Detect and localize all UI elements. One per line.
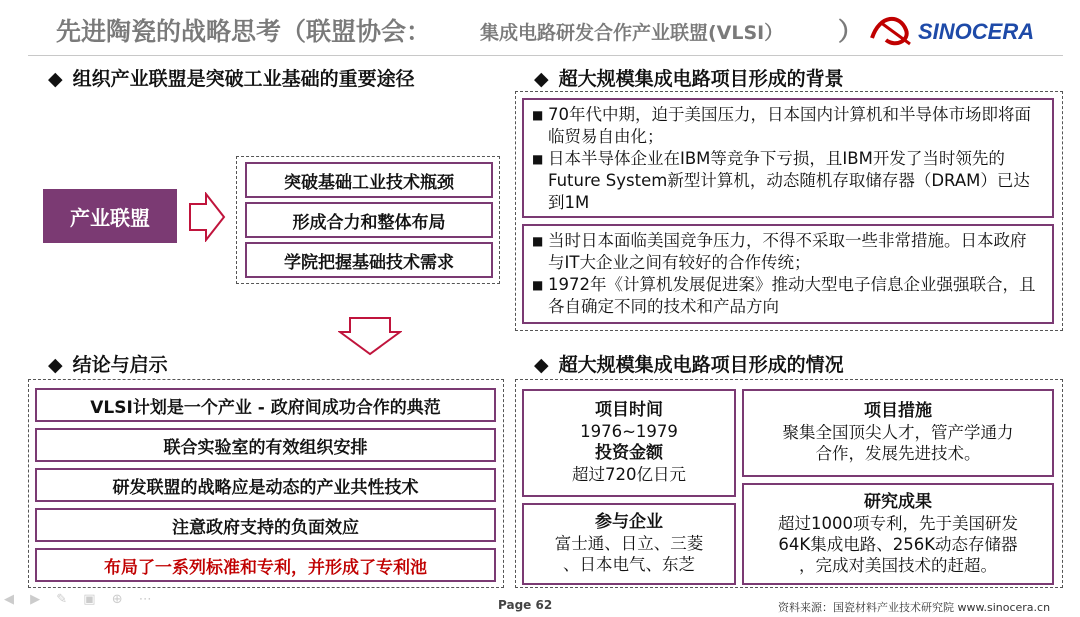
industry-alliance-label: 产业联盟 (43, 189, 177, 243)
logo-mark-icon (866, 8, 1066, 52)
page-number: Page 62 (498, 598, 553, 612)
conclusion-item: 研发联盟的战略应是动态的产业共性技术 (35, 468, 496, 502)
diamond-bullet-icon: ◆ (534, 354, 549, 376)
research-results-text: 超过1000项专利，先于美国研发 (778, 514, 1018, 533)
conclusion-item: 注意政府支持的负面效应 (35, 508, 496, 542)
down-arrow-icon (338, 316, 402, 356)
source-note: 资料来源：国瓷材料产业技术研究院 www.sinocera.cn (778, 601, 1051, 614)
square-bullet-icon: ■ (532, 278, 544, 292)
square-bullet-icon: ■ (532, 152, 544, 166)
square-bullet-icon: ■ (532, 108, 544, 122)
conclusion-item: 联合实验室的有效组织安排 (35, 428, 496, 462)
background-point: 当时日本面临美国竞争压力，不得不采取一些非常措施。日本政府与IT大企业之间有较好的合作传统； (548, 231, 1027, 272)
background-box-2 (522, 224, 1054, 324)
diamond-bullet-icon: ◆ (48, 68, 63, 90)
alliance-item: 学院把握基础技术需求 (245, 242, 493, 278)
page-title: 先进陶瓷的战略思考（联盟协会： (56, 17, 432, 46)
project-time-value: 1976~1979 (580, 422, 678, 441)
research-results-label: 研究成果 (864, 492, 932, 512)
participants-text: 富士通、日立、三菱 (554, 534, 704, 553)
research-results-text: 64K集成电路、256K动态存储器 (778, 535, 1018, 554)
background-point: 日本半导体企业在IBM等竞争下亏损，且IBM开发了当时领先的Future System新型计算机，动态随机存取储存器（DRAM）已达到1M (548, 149, 1030, 212)
conclusion-item: VLSI计划是一个产业 - 政府间成功合作的典范 (35, 388, 496, 422)
section-heading-alliance: ◆ 组织产业联盟是突破工业基础的重要途径 (48, 68, 415, 90)
background-box-1 (522, 98, 1054, 218)
project-time-label: 项目时间 (595, 400, 663, 420)
investment-label: 投资金额 (595, 443, 663, 463)
diamond-bullet-icon: ◆ (48, 354, 63, 376)
page-title-close: ） (838, 17, 864, 46)
research-results-text: ，完成对美国技术的赶超。 (799, 556, 997, 575)
square-bullet-icon: ■ (532, 234, 544, 248)
project-time-cell (522, 389, 736, 497)
alliance-item: 突破基础工业技术瓶颈 (245, 162, 493, 198)
sinocera-logo (866, 8, 1066, 52)
project-measures-label: 项目措施 (864, 401, 932, 421)
section-heading-situation: ◆ 超大规模集成电路项目形成的情况 (534, 354, 844, 376)
project-measures-text: 聚集全国顶尖人才，管产学通力 (782, 423, 1014, 442)
participants-cell (522, 503, 736, 585)
conclusion-item-highlight: 布局了一系列标准和专利，并形成了专利池 (35, 548, 496, 582)
header-divider (28, 55, 1063, 56)
background-point: 70年代中期，迫于美国压力，日本国内计算机和半导体市场即将面临贸易自由化； (548, 105, 1031, 146)
alliance-item: 形成合力和整体布局 (245, 202, 493, 238)
section-heading-background: ◆ 超大规模集成电路项目形成的背景 (534, 68, 844, 90)
page-subtitle: 集成电路研发合作产业联盟(VLSI） (480, 22, 784, 44)
background-point: 1972年《计算机发展促进案》推动大型电子信息企业强强联合，且各自确定不同的技术和产品方向 (548, 275, 1036, 316)
research-results-cell (742, 483, 1054, 585)
investment-value: 超过720亿日元 (572, 465, 686, 484)
diamond-bullet-icon: ◆ (534, 68, 549, 90)
participants-text: 、日本电气、东芝 (563, 555, 695, 574)
logo-text: SINOCERA (918, 19, 1035, 44)
right-arrow-icon (188, 192, 226, 242)
participants-label: 参与企业 (595, 512, 663, 532)
section-heading-conclusions: ◆ 结论与启示 (48, 354, 168, 376)
project-measures-cell (742, 389, 1054, 477)
slide-toolbar[interactable]: ◀ ▶ ✎ ▣ ⊕ ⋯ (4, 592, 158, 607)
project-measures-text: 合作，发展先进技术。 (815, 444, 981, 463)
